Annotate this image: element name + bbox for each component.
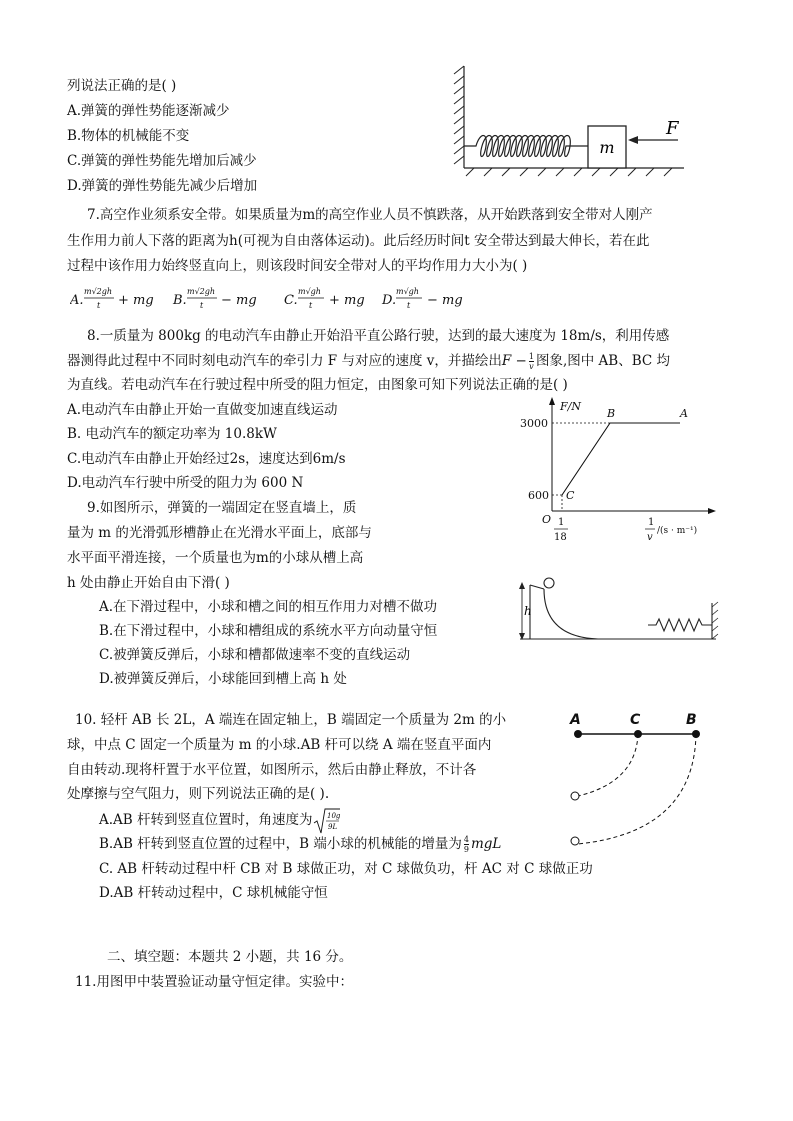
q9-line-1: 9.如图所示，弹簧的一端固定在竖直墙上，质 [87, 500, 357, 516]
q8-F-minus: F − [501, 353, 527, 369]
origin-label: O [542, 513, 552, 526]
q10-option-b: B.AB 杆转到竖直位置的过程中，B 端小球的机械能的增量为 $\frac{4}{9}$ mgL [99, 835, 502, 854]
q9-line-2: 量为 m 的光滑弧形槽静止在光滑水平面上，底部与 [67, 525, 372, 541]
section-2-heading: 二、填空题：本题共 2 小题，共 16 分。 [107, 949, 353, 965]
q9-option-a: A.在下滑过程中，小球和槽之间的相互作用力对槽不做功 [99, 599, 438, 615]
wall-hatching [454, 66, 464, 164]
q8-line-3: 为直线。若电动汽车在行驶过程中所受的阻力恒定，由图象可知下列说法正确的是( ) [67, 377, 568, 393]
q8-option-b: B. 电动汽车的额定功率为 10.8kW [67, 426, 277, 442]
point-A-label: A [680, 407, 688, 420]
q8-line-2a: 器测得此过程中不同时刻电动汽车的牵引力 F 与对应的速度 v，并描绘出 [67, 353, 502, 369]
svg-text:10g: 10g [326, 811, 340, 820]
q10-option-d: D.AB 杆转动过程中，C 球机械能守恒 [99, 885, 328, 901]
svg-text:m√gh: m√gh [298, 287, 321, 296]
sqrt-10g-over-9L [313, 807, 341, 835]
q9-option-b: B.在下滑过程中，小球和槽组成的系统水平方向动量守恒 [99, 623, 438, 639]
path-C-dashed [578, 734, 638, 796]
q9-option-d: D.被弹簧反弹后，小球能回到槽上高 h 处 [99, 671, 347, 687]
label-A: A [570, 712, 581, 728]
spring-coil [464, 136, 588, 157]
q7-option-a [70, 287, 154, 310]
point-B-label: B [607, 407, 616, 420]
path-B-dashed [578, 734, 696, 844]
q8-line-1: 8.一质量为 800kg 的电动汽车由静止开始沿平直公路行驶，达到的最大速度为 18m/s，利用传感 [87, 328, 670, 344]
segment-BC [562, 423, 610, 495]
q7-line-1: 7.高空作业须系安全带。如果质量为m的高空作业人员不慎跌落，从开始跌落到安全带对人刚产 [87, 207, 653, 223]
block-mass-label: m [599, 138, 615, 157]
y-tick-3000: 3000 [520, 417, 548, 430]
q6-option-c: C.弹簧的弹性势能先增加后减少 [67, 153, 257, 169]
label-C: C [630, 712, 641, 728]
q9-line-4: h 处由静止开始自由下滑( ) [67, 575, 230, 591]
q7-line-3: 过程中该作用力始终竖直向上，则该段时间安全带对人的平均作用力大小为( ) [67, 258, 528, 274]
svg-text:A.: A. [70, 293, 84, 308]
svg-text:t: t [309, 301, 313, 310]
svg-text:m√2gh: m√2gh [187, 287, 216, 296]
spring-right [648, 619, 712, 631]
q7-option-c [284, 287, 365, 310]
svg-text:t: t [407, 301, 411, 310]
q8-line-2 [67, 351, 670, 371]
q9-option-c: C.被弹簧反弹后，小球和槽都做速率不变的直线运动 [99, 647, 411, 663]
q10-rod-figure [568, 708, 718, 848]
x-label-num: 1 [648, 517, 655, 528]
q7-line-2: 生作用力前人下落的距离为h(可视为自由落体运动)。此后经历时间t 安全带达到最大伸长，若在此 [67, 233, 650, 249]
y-axis-label: F/N [560, 400, 581, 413]
floor-hatching [466, 168, 672, 176]
svg-text:− mg: − mg [221, 293, 257, 308]
q10-option-a: A.AB 杆转到竖直位置时，角速度为 10g 9L [99, 806, 341, 835]
svg-text:t: t [97, 301, 101, 310]
svg-text:t: t [200, 301, 204, 310]
q10-option-c: C. AB 杆转动过程中杆 CB 对 B 球做正功，对 C 球做负功，杆 AC 对 C 球做正功 [99, 861, 593, 877]
svg-text:+ mg: + mg [118, 293, 154, 308]
x-tick-den: 18 [554, 532, 567, 543]
arc-slot-surface [544, 589, 598, 639]
q10-line-3: 自由转动.现将杆置于水平位置，如图所示，然后由静止释放，不计各 [67, 762, 477, 778]
height-label-h: h [524, 604, 532, 618]
q10-line-1: 10. 轻杆 AB 长 2L，A 端连在固定轴上，B 端固定一个质量为 2m 的小 [75, 712, 507, 728]
label-B: B [686, 712, 697, 728]
x-tick-num: 1 [558, 517, 565, 528]
q6-spring-block-figure [452, 62, 692, 177]
q7-options [70, 282, 490, 314]
q8-line-2b: 图象,图中 AB、BC 均 [535, 353, 670, 369]
q6-option-d: D.弹簧的弹性势能先减少后增加 [67, 178, 258, 194]
fraction-4-9: $\frac{4}{9}$ [463, 835, 469, 854]
q7-option-d [381, 287, 463, 310]
svg-text:B.: B. [173, 293, 187, 308]
q8-one-over-v: $\frac{1}{v}$ [528, 352, 534, 371]
q8-option-a: A.电动汽车由静止开始一直做变加速直线运动 [67, 402, 338, 418]
svg-text:D.: D. [382, 293, 397, 308]
point-C-label: C [566, 489, 575, 502]
q7-option-b [172, 287, 257, 310]
svg-text:− mg: − mg [427, 293, 463, 308]
q8-F-vs-inverse-v-graph [520, 395, 720, 545]
q8-option-d: D.电动汽车行驶中所受的阻力为 600 N [67, 475, 304, 491]
q9-arc-slot-figure [516, 575, 724, 645]
x-label-unit: /(s · m⁻¹) [657, 526, 698, 536]
q6-stem-tail: 列说法正确的是( ) [67, 78, 177, 94]
q11-stem: 11.用图甲中装置验证动量守恒定律。实验中： [75, 974, 353, 990]
q6-option-b: B.物体的机械能不变 [67, 128, 190, 144]
svg-text:C.: C. [284, 293, 298, 308]
q9-line-3: 水平面平滑连接，一个质量也为m的小球从槽上高 [67, 550, 364, 566]
x-label-den: v [647, 532, 653, 543]
svg-text:+ mg: + mg [329, 293, 365, 308]
q10-line-2: 球，中点 C 固定一个质量为 m 的小球.AB 杆可以绕 A 端在竖直平面内 [67, 737, 492, 753]
q8-option-c: C.电动汽车由静止开始经过2s，速度达到6m/s [67, 451, 346, 467]
q6-option-a: A.弹簧的弹性势能逐渐减少 [67, 103, 230, 119]
y-tick-600: 600 [528, 489, 549, 502]
svg-text:9L: 9L [327, 822, 337, 831]
q10-line-4: 处摩擦与空气阻力，则下列说法正确的是( ). [67, 786, 330, 802]
svg-text:m√gh: m√gh [396, 287, 419, 296]
svg-text:m√2gh: m√2gh [84, 287, 113, 296]
force-label: F [666, 118, 679, 139]
small-ball [544, 578, 554, 588]
